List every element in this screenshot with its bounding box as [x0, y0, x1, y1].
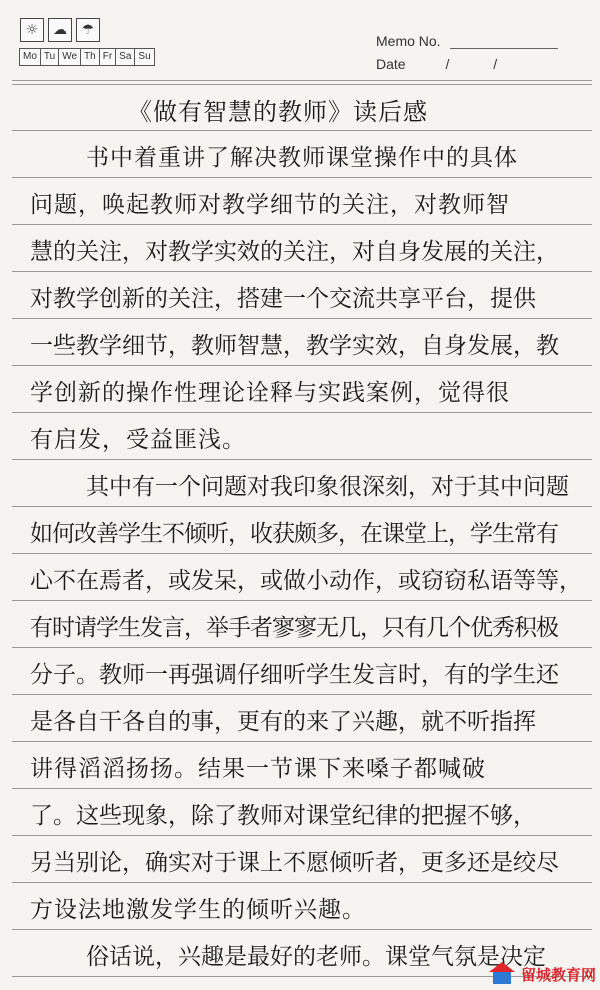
text-line: 对教学创新的关注，搭建一个交流共享平台，提供 [30, 286, 536, 312]
weekday-th: Th [80, 48, 100, 66]
weather-icons [20, 18, 100, 42]
weekday-tu: Tu [40, 48, 59, 66]
sun-icon: ☼ [20, 18, 44, 42]
text-line: 如何改善学生不倾听，收获颇多，在课堂上，学生常有 [30, 521, 558, 547]
memo-number [376, 33, 558, 49]
site-watermark [487, 962, 596, 986]
ruled-line [12, 694, 592, 695]
memo-label: Memo No. [376, 33, 441, 49]
ruled-line [12, 224, 592, 225]
ruled-line [12, 365, 592, 366]
ruled-line [12, 271, 592, 272]
ruled-line [12, 506, 592, 507]
umbrella-icon: ☂ [76, 18, 100, 42]
date-label: Date [376, 56, 406, 72]
ruled-line [12, 835, 592, 836]
ruled-line [12, 600, 592, 601]
house-logo-icon [487, 962, 517, 986]
date-separator: / [493, 56, 498, 72]
memo-number-blank [450, 48, 558, 49]
text-line: 讲得滔滔扬扬。结果一节课下来嗓子都喊破 [30, 756, 486, 782]
text-line: 了。这些现象，除了教师对课堂纪律的把握不够， [30, 803, 536, 829]
ruled-line [12, 318, 592, 319]
ruled-line [12, 647, 592, 648]
weekday-row [20, 48, 155, 66]
ruled-line [12, 84, 592, 85]
text-line: 有时请学生发言，举手者寥寥无几，只有几个优秀积极 [30, 615, 558, 641]
watermark-text: 留城教育网 [520, 965, 596, 984]
date-separator: / [445, 56, 450, 72]
weekday-sa: Sa [115, 48, 135, 66]
document-title: 《做有智慧的教师》读后感 [128, 98, 428, 126]
text-line: 心不在焉者，或发呆，或做小动作，或窃窃私语等等， [30, 568, 582, 594]
ruled-line [12, 882, 592, 883]
ruled-line [12, 459, 592, 460]
text-line: 俗话说，兴趣是最好的老师。课堂气氛是决定 [86, 944, 546, 970]
weekday-su: Su [134, 48, 154, 66]
text-line: 学创新的操作性理论诠释与实践案例，觉得很 [30, 380, 510, 406]
date-field [376, 56, 497, 72]
weekday-we: We [58, 48, 81, 66]
text-line: 慧的关注，对教学实效的关注，对自身发展的关注， [30, 239, 559, 265]
text-line: 有启发，受益匪浅。 [30, 427, 246, 453]
ruled-line [12, 130, 592, 131]
text-line: 另当别论，确实对于课上不愿倾听者，更多还是绞尽 [30, 850, 559, 876]
text-line: 其中有一个问题对我印象很深刻，对于其中问题 [86, 474, 569, 500]
ruled-line [12, 553, 592, 554]
ruled-line [12, 741, 592, 742]
text-line: 书中着重讲了解决教师课堂操作中的具体 [86, 145, 518, 171]
text-line: 是各自干各自的事，更有的来了兴趣，就不听指挥 [30, 709, 536, 735]
ruled-line [12, 80, 592, 81]
weekday-fr: Fr [99, 48, 116, 66]
ruled-line [12, 177, 592, 178]
cloud-icon: ☁ [48, 18, 72, 42]
ruled-line [12, 788, 592, 789]
weekday-mo: Mo [19, 48, 41, 66]
ruled-line [12, 412, 592, 413]
text-line: 分子。教师一再强调仔细听学生发言时，有的学生还 [30, 662, 559, 688]
text-line: 方设法地激发学生的倾听兴趣。 [30, 897, 366, 923]
text-line: 一些教学细节，教师智慧，教学实效，自身发展，教 [30, 333, 559, 359]
ruled-line [12, 929, 592, 930]
text-line: 问题，唤起教师对教学细节的关注，对教师智 [30, 192, 510, 218]
